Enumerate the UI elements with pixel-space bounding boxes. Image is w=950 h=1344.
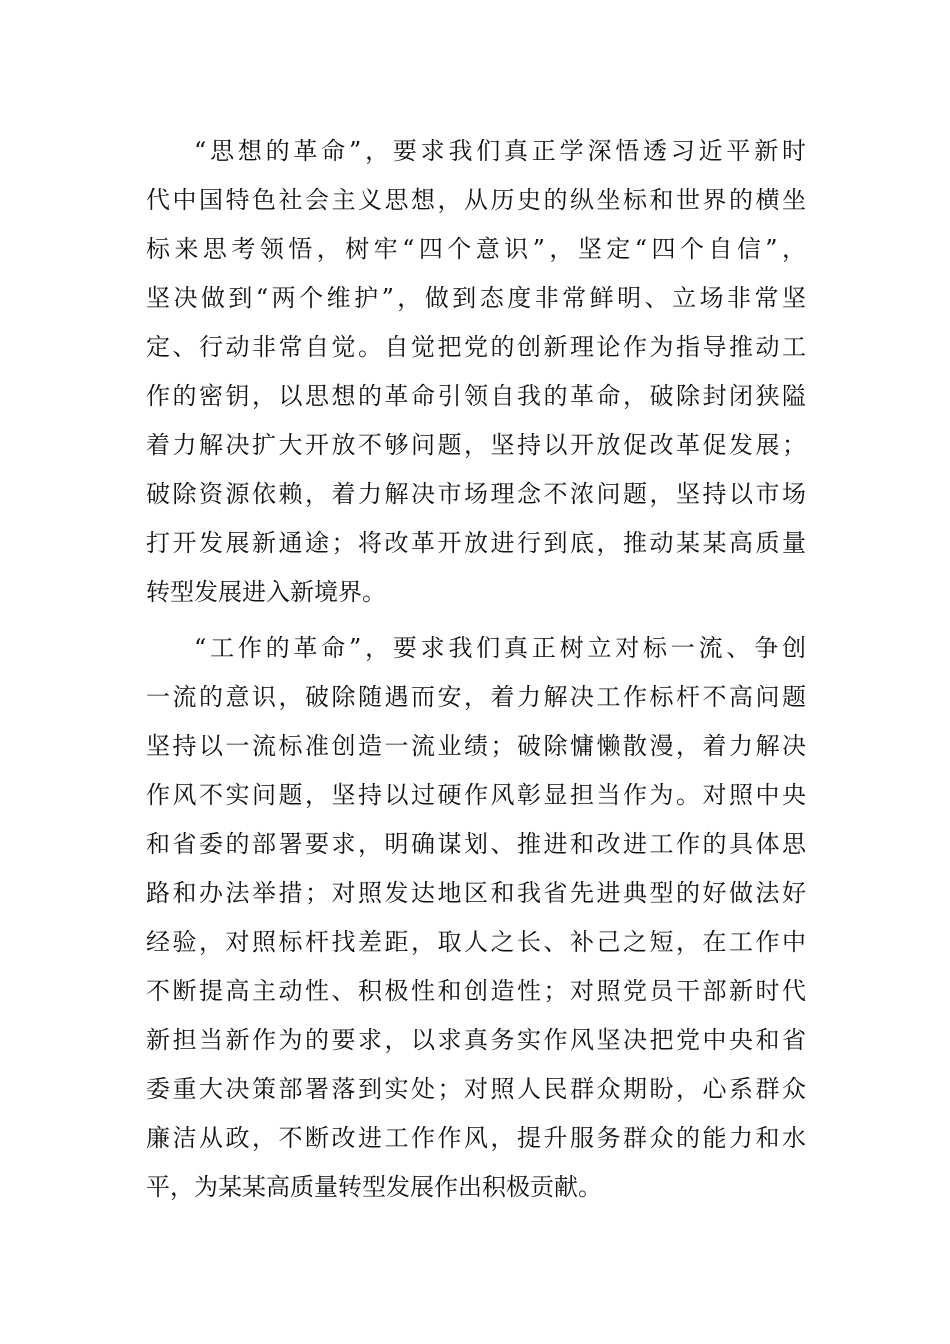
text-line: 打开发展新通途；将改革开放进行到底，推动某某高质量 [146,529,806,557]
text-line: 破除资源依赖，着力解决市场理念不浓问题，坚持以市场 [146,480,806,508]
text-line: 一流的意识，破除随遇而安，着力解决工作标杆不高问题 [146,683,806,711]
paragraph-thought-revolution [146,127,806,617]
text-line: 廉洁从政，不断改进工作作风，提升服务群众的能力和水 [146,1124,806,1152]
text-line: 和省委的部署要求，明确谋划、推进和改进工作的具体思 [146,830,806,858]
text-line: 路和办法举措；对照发达地区和我省先进典型的好做法好 [146,879,806,907]
text-line: 作风不实问题，坚持以过硬作风彰显担当作为。对照中央 [146,781,806,809]
paragraph-work-revolution [146,624,806,1212]
text-line: 作的密钥，以思想的革命引领自我的革命，破除封闭狭隘 [146,382,806,410]
text-line: 平，为某某高质量转型发展作出积极贡献。 [146,1173,602,1201]
text-line: 着力解决扩大开放不够问题，坚持以开放促改革促发展； [146,431,806,459]
text-line: 坚决做到“两个维护”，做到态度非常鲜明、立场非常坚 [146,284,806,312]
text-line: 转型发展进入新境界。 [146,578,386,606]
text-line: 委重大决策部署落到实处；对照人民群众期盼，心系群众 [146,1075,806,1103]
text-line: 不断提高主动性、积极性和创造性；对照党员干部新时代 [146,977,806,1005]
text-line: “工作的革命”，要求我们真正树立对标一流、争创 [194,634,806,662]
text-line: 标来思考领悟，树牢“四个意识”，坚定“四个自信”， [146,235,806,263]
text-line: 代中国特色社会主义思想，从历史的纵坐标和世界的横坐 [146,186,806,214]
text-line: 新担当新作为的要求，以求真务实作风坚决把党中央和省 [146,1026,806,1054]
text-line: “思想的革命”，要求我们真正学深悟透习近平新时 [194,137,806,165]
text-line: 定、行动非常自觉。自觉把党的创新理论作为指导推动工 [146,333,806,361]
text-line: 经验，对照标杆找差距，取人之长、补己之短，在工作中 [146,928,806,956]
text-line: 坚持以一流标准创造一流业绩；破除慵懒散漫，着力解决 [146,732,806,760]
